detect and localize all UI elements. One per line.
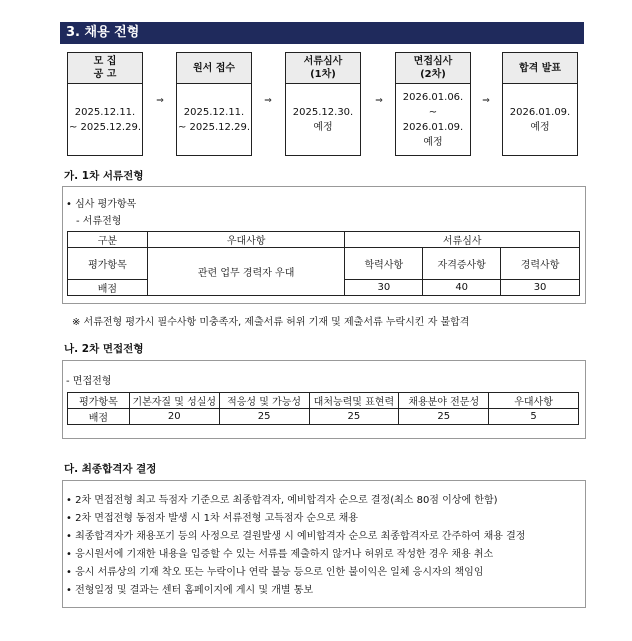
interview-heading: 나. 2차 면접전형 (64, 343, 144, 355)
interview-score-cell: 25 (309, 409, 399, 425)
header-preference: 우대사항 (147, 232, 345, 248)
step-period: 2025.12.30. 예정 (292, 107, 354, 133)
interview-col-header: 채용분야 전문성 (399, 393, 489, 409)
arrow-icon: ⇒ (375, 96, 383, 106)
final-rules-list (66, 492, 586, 600)
list-item: • 2차 면접전형 최고 득점자 기준으로 최종합격자, 예비합격자 순으로 결정(최소 80점 이상에 한함) (66, 495, 498, 506)
list-item: • 응시원서에 기재한 내용을 입증할 수 있는 서류를 제출하지 않거나 허위로 작성한 경우 채용 취소 (66, 549, 494, 560)
step-title: 서류심사 (1차) (286, 53, 360, 84)
interview-score-cell: 25 (219, 409, 309, 425)
score-career: 30 (501, 280, 580, 296)
arrow-icon: ⇒ (156, 96, 164, 106)
interview-score-cell: 5 (489, 409, 579, 425)
step-title: 원서 접수 (177, 53, 251, 84)
criteria-certificate: 자격증사항 (423, 248, 501, 280)
arrow-icon: ⇒ (264, 96, 272, 106)
list-item: • 2차 면접전형 동점자 발생 시 1차 서류전형 고득점자 순으로 채용 (66, 513, 358, 524)
step-period: 2025.12.11. ~ 2025.12.29. (178, 107, 250, 133)
step-period: 2026.01.09. 예정 (509, 107, 571, 133)
header-gubun: 구분 (68, 232, 148, 248)
score-education: 30 (345, 280, 423, 296)
list-item: • 전형일정 및 결과는 센터 홈페이지에 게시 및 개별 통보 (66, 585, 314, 596)
criteria-career: 경력사항 (501, 248, 580, 280)
interview-col-header: 대처능력및 표현력 (309, 393, 399, 409)
step-title: 면접심사 (2차) (396, 53, 470, 84)
interview-table (67, 392, 579, 425)
interview-score-cell: 20 (129, 409, 219, 425)
step-announcement (502, 52, 578, 156)
row-score: 배점 (68, 280, 148, 296)
row-eval-item: 평가항목 (68, 248, 148, 280)
disqualification-note: ※ 서류전형 평가시 필수사항 미충족자, 제출서류 허위 기재 및 제출서류 누락시킨 자 불합격 (72, 317, 470, 328)
step-document-review (285, 52, 361, 156)
list-item: • 응시 서류상의 기재 착오 또는 누락이나 연락 불능 등으로 인한 불이익은 일체 응시자의 책임임 (66, 567, 484, 578)
preference-item: 관련 업무 경력자 우대 (147, 248, 345, 296)
step-title: 합격 발표 (503, 53, 577, 84)
step-title: 모 집 공 고 (68, 53, 142, 84)
final-heading: 다. 최종합격자 결정 (64, 463, 157, 475)
step-period: 2026.01.06. ~ 2026.01.09. 예정 (402, 92, 464, 148)
header-document-review: 서류심사 (345, 232, 580, 248)
step-interview (395, 52, 471, 156)
interview-score-cell: 25 (399, 409, 489, 425)
doc-review-sub: - 서류전형 (76, 216, 122, 227)
interview-col-header: 적응성 및 가능성 (219, 393, 309, 409)
interview-col-header: 기본자질 및 성실성 (129, 393, 219, 409)
list-item: • 최종합격자가 채용포기 등의 사정으로 결원발생 시 예비합격자 순으로 최종합격자로 간주하여 채용 결정 (66, 531, 526, 542)
doc-review-heading: 가. 1차 서류전형 (64, 170, 144, 182)
interview-sub: - 면접전형 (66, 376, 112, 387)
interview-score-cell: 배점 (68, 409, 130, 425)
step-application (176, 52, 252, 156)
process-steps (67, 52, 579, 158)
step-recruit-notice (67, 52, 143, 156)
interview-col-header: 평가항목 (68, 393, 130, 409)
section-title: 3. 채용 전형 (60, 22, 584, 44)
arrow-icon: ⇒ (482, 96, 490, 106)
criteria-education: 학력사항 (345, 248, 423, 280)
doc-review-table (67, 231, 580, 296)
score-certificate: 40 (423, 280, 501, 296)
eval-items-bullet: • 심사 평가항목 (66, 199, 137, 210)
interview-col-header: 우대사항 (489, 393, 579, 409)
step-period: 2025.12.11. ~ 2025.12.29. (69, 107, 141, 133)
